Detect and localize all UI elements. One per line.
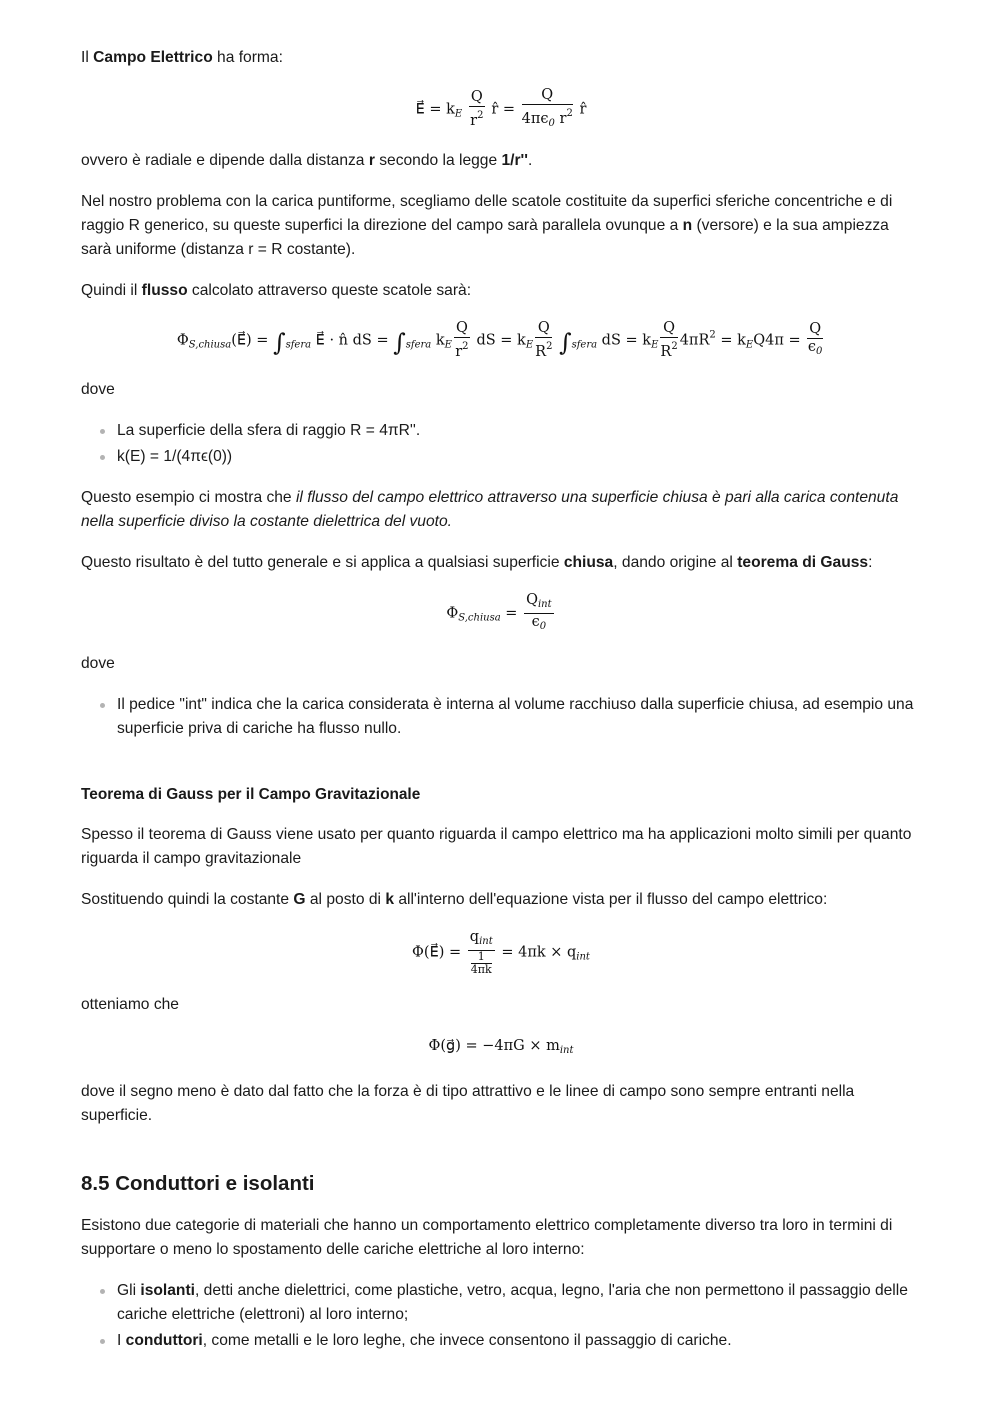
math-sub: int — [537, 599, 552, 610]
numerator: 1 — [471, 951, 492, 964]
math-sub: int — [559, 1045, 574, 1056]
math-text: dS = — [471, 332, 518, 349]
text: all'interno dell'equazione vista per il flusso del campo elettrico: — [394, 891, 828, 908]
fraction — [469, 89, 485, 130]
document-page — [81, 46, 921, 1370]
paragraph-risultato — [81, 551, 921, 575]
fraction — [522, 87, 573, 132]
fraction — [471, 951, 492, 976]
paragraph-dove: dove — [81, 655, 115, 672]
math-text: 4πR — [679, 332, 710, 349]
math-sub: 0 — [539, 621, 547, 632]
math-sub: sfera — [405, 339, 432, 351]
denominator: $R^2$ — [535, 341, 553, 360]
list-item — [117, 1329, 921, 1353]
bold-term: chiusa — [563, 554, 614, 571]
numerator: Q — [455, 320, 468, 336]
fraction — [807, 321, 823, 360]
paragraph-esempio — [81, 486, 921, 534]
fraction — [468, 929, 495, 976]
list-item: La superficie della sfera di raggio R = 4πR''. — [117, 419, 921, 443]
paragraph-flusso — [81, 279, 921, 303]
math-text: (E⃗) = — [231, 332, 274, 349]
math-sub: E — [444, 339, 452, 351]
text: , come metalli e le loro leghe, che invece consentono il passaggio di cariche. — [202, 1332, 732, 1349]
heading-gauss-gravitazionale: Teorema di Gauss per il Campo Gravitazionale — [81, 786, 421, 803]
math-text: R — [660, 344, 672, 360]
paragraph-segno-meno: dove il segno meno è dato dal fatto che la forza è di tipo attrattivo e le linee di campo sono sempre entranti nella superficie. — [81, 1083, 855, 1124]
math-sub: E — [745, 339, 754, 351]
paragraph-otteniamo: otteniamo che — [81, 996, 179, 1013]
text: Questo risultato è del tutto generale e si applica a qualsiasi superficie — [81, 554, 564, 571]
text: , detti anche dielettrici, come plastiche, vetro, acqua, legno, l'aria che non permettono il passaggio delle cariche elettriche (elettroni) al loro interno; — [117, 1282, 908, 1323]
paragraph-sostituendo — [81, 888, 921, 912]
text: Gli — [117, 1282, 141, 1299]
numerator: Q — [660, 320, 677, 338]
math-text: = — [500, 605, 523, 622]
math-sub: E — [651, 339, 659, 351]
text: ha forma: — [212, 49, 283, 66]
math-sub: E — [454, 108, 463, 120]
text: Questo esempio ci mostra che — [81, 489, 296, 506]
math-text: q — [469, 929, 480, 945]
math-sub: 0 — [816, 346, 823, 357]
text: Nel nostro problema con la carica puntiforme, scegliamo delle scatole costituite da superfici sferiche concentriche e di raggio R generico, su queste superfici la direzione del campo sarà parallela ovunque a — [81, 193, 893, 234]
fraction — [524, 592, 554, 635]
math-sub: S,chiusa — [458, 612, 501, 624]
text: Quindi il — [81, 282, 142, 299]
bold-term: flusso — [141, 282, 188, 299]
numerator: Q — [535, 320, 552, 338]
text: : — [868, 554, 873, 571]
math-text: Q — [526, 592, 538, 608]
math-text: ϵ — [531, 614, 540, 630]
list-materiali — [81, 1279, 921, 1353]
math-text: 4πϵ — [521, 111, 549, 127]
integral-sign: ∫ — [559, 328, 572, 357]
denominator: 4πk — [470, 963, 492, 976]
text: al posto di — [305, 891, 386, 908]
bold-term: k — [385, 891, 394, 908]
bold-term: r — [368, 152, 375, 169]
text: . — [527, 152, 533, 169]
list-definitions — [81, 419, 921, 469]
fraction — [535, 320, 552, 361]
math-sub: sfera — [571, 339, 598, 351]
bold-term: 1/r'' — [501, 152, 528, 169]
paragraph-radiale — [81, 149, 921, 173]
math-text: = k — [715, 332, 746, 349]
text: Il — [81, 49, 94, 66]
denominator — [468, 951, 495, 976]
math-text: = 4πk × q — [496, 944, 577, 961]
integral-sign: ∫ — [273, 328, 286, 357]
math-text: Φ(E⃗) = — [412, 944, 466, 961]
math-text: E⃗ · n̂ dS = — [311, 332, 394, 349]
text: I — [117, 1332, 126, 1349]
text: secondo la legge — [374, 152, 502, 169]
equation-electric-field — [81, 87, 921, 132]
math-text: r — [455, 344, 463, 360]
math-text: k — [642, 332, 652, 349]
italic-text: il flusso del campo elettrico attraverso una superficie chiusa è pari alla carica contenuta nella superficie diviso la costante dielettrica del vuoto. — [81, 489, 899, 530]
paragraph-dove: dove — [81, 381, 115, 398]
denominator: $r^2$ — [470, 110, 484, 129]
text: Sostituendo quindi la costante — [81, 891, 294, 908]
text: , dando origine al — [613, 554, 738, 571]
math-text: ϵ — [807, 339, 817, 355]
math-text: r — [554, 111, 567, 127]
fraction — [660, 320, 677, 361]
text: ovvero è radiale e dipende dalla distanza — [81, 152, 369, 169]
denominator: $r^2$ — [455, 341, 469, 360]
paragraph-campo-elettrico — [81, 46, 921, 70]
equation-gravity-flux — [81, 1034, 921, 1063]
math-text: Φ — [176, 332, 189, 349]
math-text: k — [435, 332, 445, 349]
math-sub: int — [479, 936, 493, 947]
math-text: E⃗ = k — [415, 101, 455, 118]
bold-term: G — [293, 891, 306, 908]
math-sub: E — [525, 339, 534, 351]
math-sub: 0 — [548, 118, 555, 129]
equation-flux-sphere: $\Phi_{S,chiusa}(E⃗) = \int_{sfera}$ E⃗ · n̂ dS = $\int_{sfera}$ $k_E$ $\frac{Q}{r^2}$ dS = $k_E$ $\frac{Q}{R^2}$ $\int_{sfera}$ dS = $k_E$ $\frac{Q}{R^2}$ $4\pi R^2 = k_EQ4\pi$ = $\frac{Q}{\epsilon_0}$ — [176, 320, 823, 360]
denominator — [807, 339, 823, 360]
math-sub: sfera — [285, 339, 312, 351]
math-sub: S,chiusa — [188, 339, 232, 351]
heading-conduttori-isolanti: 8.5 Conduttori e isolanti — [81, 1172, 315, 1195]
math-text: r — [470, 113, 478, 129]
denominator: $R^2$ — [660, 341, 678, 360]
denominator: $4\pi\epsilon_0$ $r^2$ — [521, 108, 573, 129]
fraction — [454, 320, 470, 361]
bold-term: Campo Elettrico — [93, 49, 213, 66]
math-text: Φ(g⃗) = −4πG × m — [428, 1038, 560, 1054]
equation-gauss — [81, 592, 921, 635]
math-text: Φ — [446, 605, 459, 622]
equation-flux-k — [81, 929, 921, 976]
list-item: Il pedice "int" indica che la carica considerata è interna al volume racchiuso dalla superficie chiusa, ad esempio una superficie priva di cariche ha flusso nullo. — [117, 693, 921, 741]
numerator: Q — [522, 87, 573, 105]
text: (versore) e la sua ampiezza sarà uniforme (distanza r = R costante). — [81, 217, 889, 258]
paragraph-spesso: Spesso il teorema di Gauss viene usato per quanto riguarda il campo elettrico ma ha applicazioni molto simili per quanto riguarda il campo gravitazionale — [81, 826, 912, 867]
math-text: r̂ = — [486, 101, 520, 118]
math-sub: int — [576, 951, 590, 963]
math-text: Q4π = — [753, 332, 806, 349]
text: calcolato attraverso queste scatole sarà: — [187, 282, 472, 299]
integral-sign: ∫ — [393, 328, 406, 357]
bold-term: teorema di Gauss — [737, 554, 869, 571]
denominator — [524, 614, 554, 635]
math-text: k — [517, 332, 526, 349]
list-item: k(E) = 1/(4πϵ(0)) — [117, 445, 921, 469]
math-text: dS = — [597, 332, 643, 349]
list-item — [117, 1279, 921, 1327]
numerator: Q — [470, 89, 483, 105]
math-text: R — [535, 344, 547, 360]
list-pedice — [81, 693, 921, 741]
bold-term: isolanti — [140, 1282, 195, 1299]
paragraph-categorie: Esistono due categorie di materiali che hanno un comportamento elettrico completamente diverso tra loro in termini di supportare o meno lo spostamento delle cariche elettriche al loro interno: — [81, 1217, 893, 1258]
math-text: r̂ — [574, 101, 587, 118]
numerator: Q — [809, 321, 822, 337]
bold-term: conduttori — [125, 1332, 203, 1349]
paragraph-problema — [81, 190, 921, 262]
numerator — [524, 592, 554, 614]
bold-term: n — [682, 217, 693, 234]
numerator — [468, 929, 495, 951]
